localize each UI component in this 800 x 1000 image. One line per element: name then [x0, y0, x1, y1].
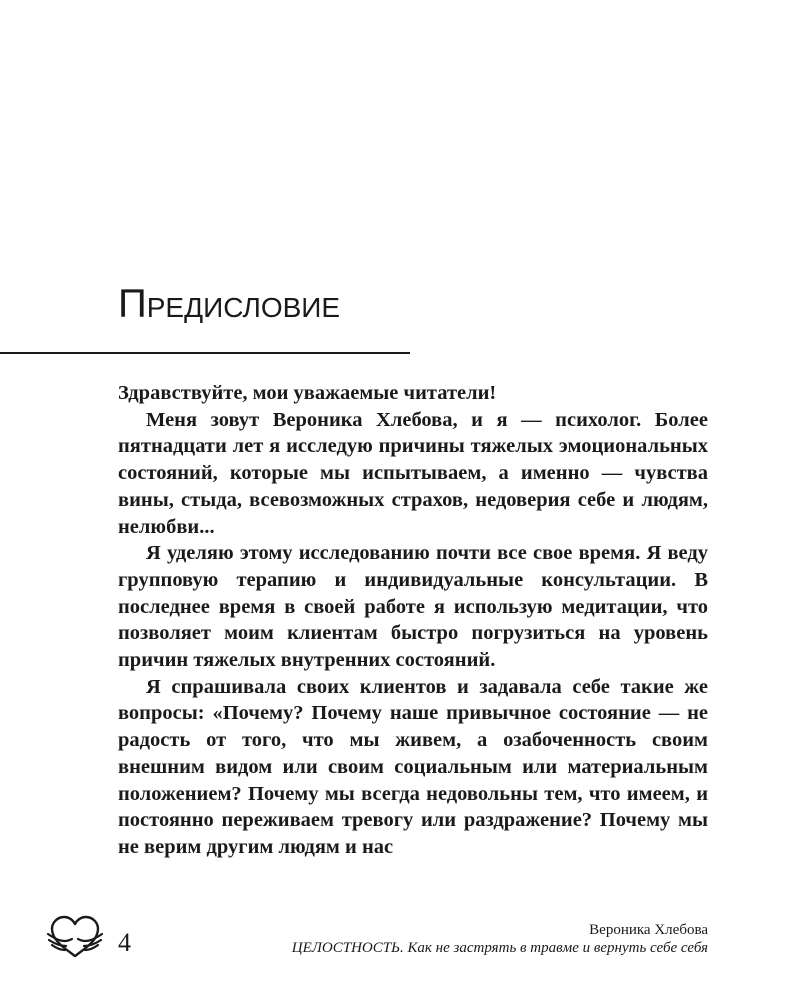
- body-text: [118, 380, 708, 861]
- heart-hands-icon: [46, 914, 104, 960]
- paragraph-greeting: Здравствуйте, мои уважаемые читатели!: [118, 382, 497, 404]
- footer-book-title: ЦЕЛОСТНОСТЬ. Как не застрять в травме и вернуть себе себя: [291, 940, 708, 956]
- paragraph-questions: Я спрашивала своих клиентов и задавала себе такие же вопросы: «Почему? Почему наше привычное состояние — не радость от того, что мы живем, а озабоченность своим внешним видом или своим социальным или материальным положением? Почему мы всегда недовольны тем, что имеем, и постоянно переживаем тревогу или раздражение? Почему мы не верим другим людям и нас: [118, 675, 708, 858]
- heading-divider: [0, 352, 410, 354]
- paragraph-research: Я уделяю этому исследованию почти все свое время. Я веду групповую терапию и индивидуальные консультации. В последнее время в своей работе я использую медитации, что позволяет моим клиентам быстро погрузиться на уровень причин тяжелых внутренних состояний.: [118, 542, 708, 672]
- chapter-heading: Предисловие: [118, 282, 341, 326]
- footer-author: Вероника Хлебова: [589, 922, 708, 938]
- paragraph-introduction: Меня зовут Вероника Хлебова, и я — психолог. Более пятнадцати лет я исследую причины тяжелых эмоциональных состояний, которые мы испытываем, а именно — чувства вины, стыда, всевозможных страхов, недоверия себе и людям, нелюбви...: [118, 408, 708, 538]
- page-number: 4: [118, 928, 131, 957]
